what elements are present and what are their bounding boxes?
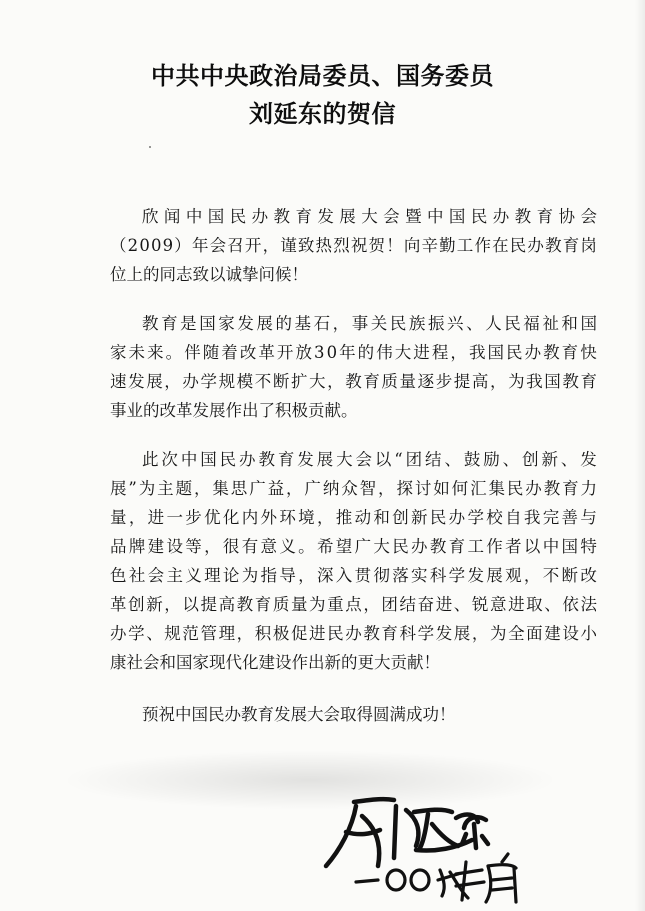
text-line: 教 育 是 国 家 发 展 的 基 石 ， 事 关 民 族 振 兴 、 人 民 福 祉 和 国	[142, 314, 597, 333]
text-line: 事业的改革发展作出了积极贡献。	[110, 401, 358, 420]
text-line: 预祝中国民办教育发展大会取得圆满成功！	[142, 705, 456, 724]
text-line: （ 2 0 0 9 ） 年 会 召 开 ， 谨 致 热 烈 祝 贺 ！ 向 辛 勤 工 作 在 民 办 教 育 岗	[110, 236, 597, 255]
text-line: 色 社 会 主 义 理 论 为 指 导 ， 深 入 贯 彻 落 实 科 学 发 展 观 ， 不 断 改	[110, 566, 597, 585]
paragraph-1	[110, 202, 597, 289]
page-subtitle: 刘延东的贺信	[249, 100, 396, 128]
scan-edge-shadow	[635, 0, 645, 911]
handwritten-signature	[316, 788, 546, 908]
paragraph-3	[110, 445, 597, 677]
paragraph-2	[110, 309, 597, 425]
text-line: 展 ” 为 主 题 ， 集 思 广 益 ， 广 纳 众 智 ， 探 讨 如 何 汇 集 民 办 教 育 力	[110, 479, 597, 498]
text-line: 家 未 来 。 伴 随 着 改 革 开 放 3 0 年 的 伟 大 进 程 ， 我 国 民 办 教 育 快	[110, 343, 597, 362]
text-line: 欣 闻 中 国 民 办 教 育 发 展 大 会 暨 中 国 民 办 教 育 协 会	[142, 207, 597, 226]
text-line: 革 创 新 ， 以 提 高 教 育 质 量 为 重 点 ， 团 结 奋 进 、 锐 意 进 取 、 依 法	[110, 595, 597, 614]
page-title: 中共中央政治局委员、国务委员	[151, 62, 494, 90]
scan-speck	[149, 146, 151, 148]
text-line: 此 次 中 国 民 办 教 育 发 展 大 会 以 “ 团 结 、 鼓 励 、 创 新 、 发	[142, 450, 597, 469]
text-line: 康社会和国家现代化建设作出新的更大贡献！	[110, 653, 440, 672]
text-line: 速 发 展 ， 办 学 规 模 不 断 扩 大 ， 教 育 质 量 逐 步 提 高 ， 为 我 国 教 育	[110, 372, 597, 391]
text-line: 办 学 、 规 范 管 理 ， 积 极 促 进 民 办 教 育 科 学 发 展 ， 为 全 面 建 设 小	[110, 624, 597, 643]
text-line: 位上的同志致以诚挚问候！	[110, 265, 308, 284]
text-line: 品 牌 建 设 等 ， 很 有 意 义 。 希 望 广 大 民 办 教 育 工 作 者 以 中 国 特	[110, 537, 597, 556]
text-line: 量 ， 进 一 步 优 化 内 外 环 境 ， 推 动 和 创 新 民 办 学 校 自 我 完 善 与	[110, 508, 597, 527]
paragraph-4	[110, 700, 597, 729]
